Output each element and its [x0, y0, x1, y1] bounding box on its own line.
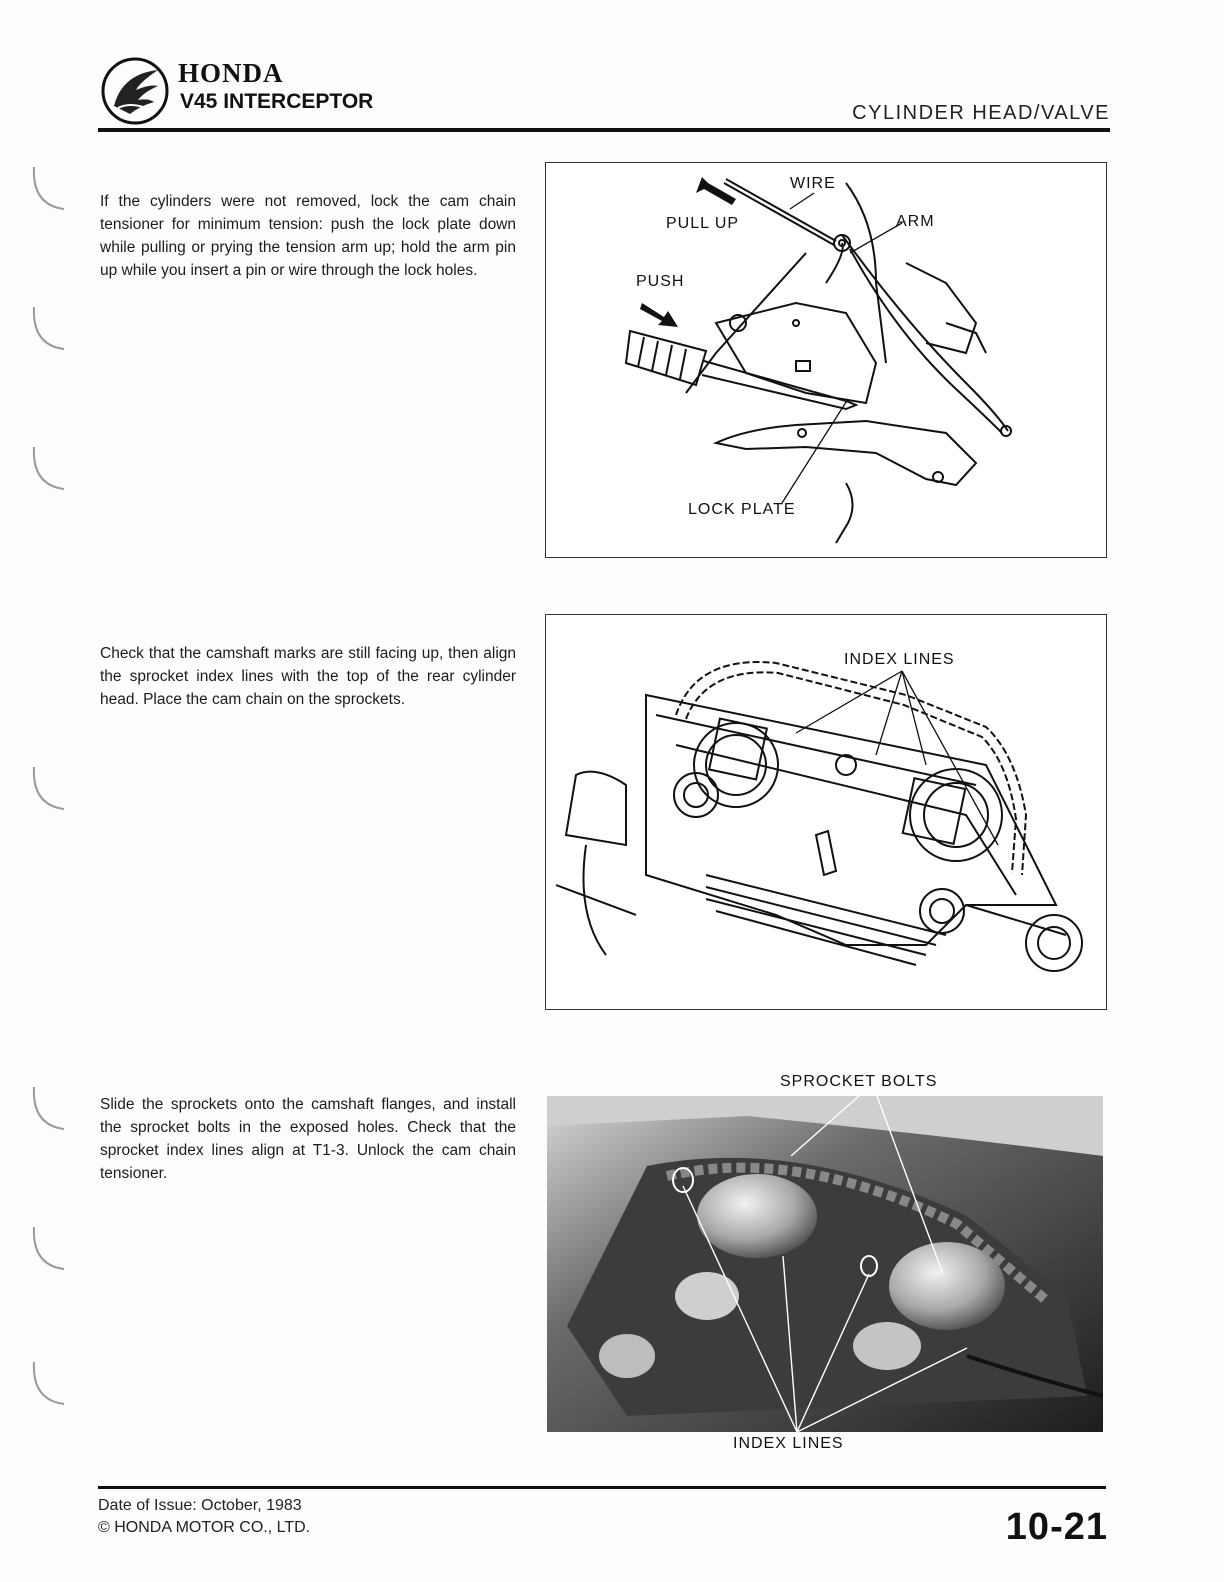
binder-mark	[26, 1225, 66, 1275]
binder-mark	[26, 1085, 66, 1135]
engine-photo	[547, 1096, 1103, 1432]
issue-date: Date of Issue: October, 1983	[98, 1497, 302, 1514]
model-name: V45 INTERCEPTOR	[180, 90, 374, 113]
label-arm: ARM	[896, 213, 935, 230]
honda-wing-logo-icon	[100, 56, 170, 126]
page-number: 10-21	[1005, 1506, 1108, 1548]
binder-mark	[26, 445, 66, 495]
cylinder-head-line-drawing	[546, 615, 1106, 1009]
step-3-text: Slide the sprockets onto the camshaft flanges, and install the sprocket bolts in the exposed holes. Check that the sprocket index lines align at T1-3. Unlock the cam chain tensioner.	[100, 1096, 516, 1182]
label-index-lines: INDEX LINES	[844, 651, 955, 668]
label-sprocket-bolts: SPROCKET BOLTS	[780, 1073, 938, 1090]
step-2-text: Check that the camshaft marks are still facing up, then align the sprocket index lines with the top of the rear cylinder head. Place the cam chain on the sprockets.	[100, 645, 516, 708]
section-title: CYLINDER HEAD/VALVE	[852, 102, 1110, 124]
label-index-lines-photo: INDEX LINES	[733, 1435, 844, 1452]
binder-mark	[26, 765, 66, 815]
step-1-text: If the cylinders were not removed, lock the cam chain tensioner for minimum tension: push the lock plate down while pulling or prying the tension arm up; hold the arm pin up while you insert a pin or wire through the lock holes.	[100, 193, 516, 279]
label-push: PUSH	[636, 273, 685, 290]
binder-mark	[26, 165, 66, 215]
label-pull-up: PULL UP	[666, 215, 740, 232]
binder-mark	[26, 1360, 66, 1410]
figure-tensioner-lock	[545, 162, 1107, 558]
label-wire: WIRE	[790, 175, 836, 192]
label-lock-plate: LOCK PLATE	[688, 501, 796, 518]
footer-rule	[98, 1486, 1106, 1489]
figure-index-lines	[545, 614, 1107, 1010]
brand-name: HONDA	[178, 58, 284, 88]
copyright: © HONDA MOTOR CO., LTD.	[98, 1519, 311, 1536]
tensioner-line-drawing	[546, 163, 1106, 557]
binder-mark	[26, 305, 66, 355]
photo-sprocket-bolts	[547, 1096, 1103, 1432]
header-rule	[98, 128, 1110, 132]
